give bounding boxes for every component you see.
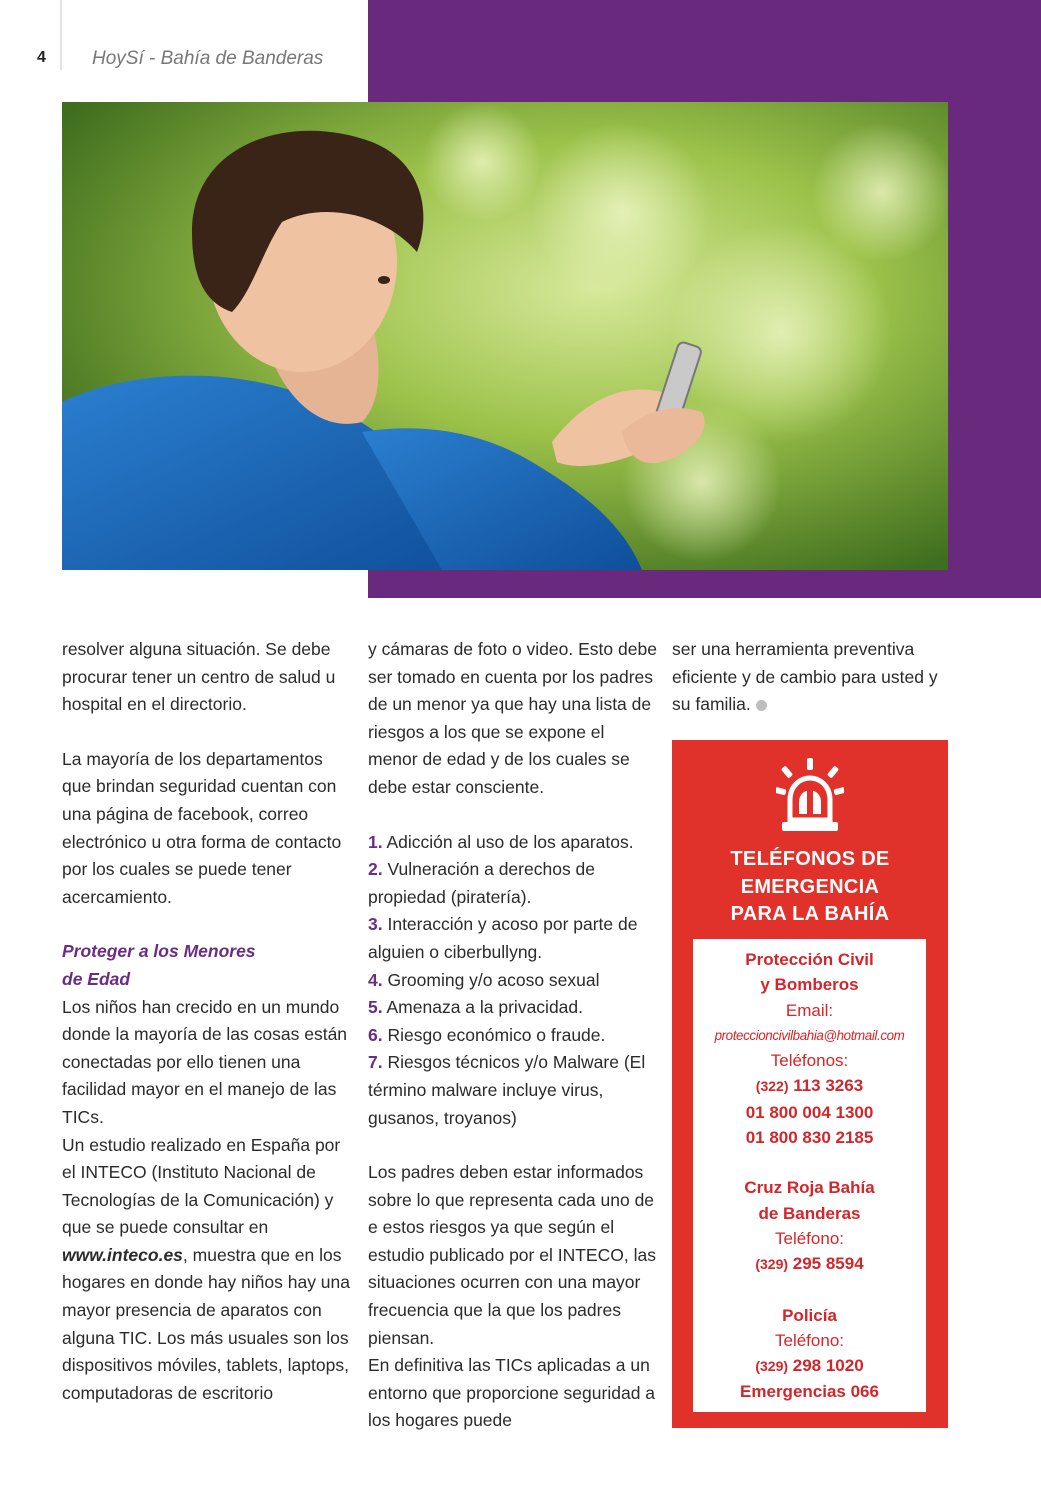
risk-number: 2. bbox=[368, 859, 383, 880]
risk-text: Interacción y acoso por parte de alguien o ciberbullyng. bbox=[368, 914, 638, 962]
boy-with-smartphone-photo bbox=[62, 102, 948, 570]
text-column-3 bbox=[672, 636, 952, 719]
col3-paragraph-1 bbox=[672, 636, 952, 719]
p3-text-a: Los niños han crecido en un mundo donde la mayoría de las cosas están conectadas por ello tienen una facilidad mayor en el manejo de las bbox=[62, 996, 348, 1100]
phone-label: Teléfono: bbox=[775, 1330, 844, 1350]
risk-number: 6. bbox=[368, 1024, 383, 1045]
col2-paragraph-1: y cámaras de foto o video. Esto debe ser tomado en cuenta por los padres de un menor ya que hay una lista de riesgos a los que se expone el menor de edad y de los cuales se debe estar consciente. bbox=[368, 639, 657, 797]
risk-number: 1. bbox=[368, 831, 383, 852]
tic-term: TIC bbox=[119, 1327, 148, 1348]
risk-text: Grooming y/o acoso sexual bbox=[382, 969, 600, 990]
emergencias-number: Emergencias 066 bbox=[740, 1382, 879, 1402]
proteccion-civil-phone-2: 01 800 004 1300 bbox=[745, 1102, 874, 1122]
risk-text: Vulneración a derechos de propiedad (piratería). bbox=[368, 859, 596, 907]
inteco-term: INTECO bbox=[557, 1244, 624, 1265]
tics-term: TICs bbox=[495, 1355, 533, 1376]
inteco-link[interactable]: www.inteco.es bbox=[62, 1244, 183, 1265]
risk-item-3 bbox=[368, 911, 658, 966]
proteccion-civil-phone-3: 01 800 830 2185 bbox=[745, 1128, 874, 1148]
proteccion-civil-phone-1 bbox=[693, 1073, 926, 1099]
risk-number: 7. bbox=[368, 1052, 383, 1073]
section-subtitle bbox=[62, 938, 354, 993]
risk-item-4 bbox=[368, 967, 658, 995]
emergency-contacts-panel bbox=[693, 939, 926, 1412]
col1-paragraph-4 bbox=[62, 1132, 354, 1408]
proteccion-civil-heading-2: y Bomberos bbox=[760, 975, 859, 995]
area-code: (329) bbox=[755, 1358, 789, 1375]
cruz-roja-heading-2: de Banderas bbox=[758, 1203, 861, 1223]
subtitle-line-2: de Edad bbox=[62, 968, 131, 989]
email-label: Email: bbox=[785, 1000, 834, 1020]
col1-paragraph-1: resolver alguna situación. Se debe procurar tener un centro de salud u hospital en el directorio. bbox=[62, 639, 336, 715]
tics-term: TICs bbox=[62, 1106, 99, 1127]
header-divider bbox=[60, 0, 62, 70]
end-mark-icon bbox=[756, 700, 767, 711]
risk-item-2 bbox=[368, 856, 658, 911]
area-code: (329) bbox=[755, 1256, 789, 1273]
page-number: 4 bbox=[37, 49, 46, 66]
col3-text: ser una herramienta preventiva eficiente y de cambio para usted y su familia. bbox=[672, 639, 938, 715]
phone-number: 295 8594 bbox=[788, 1254, 864, 1274]
title-line-1: TELÉFONOS DE bbox=[730, 848, 890, 870]
text-column-2 bbox=[368, 636, 658, 1435]
phone-number: 113 3263 bbox=[788, 1076, 864, 1096]
cruz-roja-heading-1: Cruz Roja Bahía bbox=[744, 1178, 875, 1198]
p2-text-a: Los padres deben estar informados sobre lo que representa cada uno de e estos riesgos ya que según el estudio publicado por el bbox=[368, 1162, 655, 1265]
policia-heading: Policía bbox=[782, 1305, 837, 1325]
risk-item-7 bbox=[368, 1049, 658, 1132]
risk-number: 5. bbox=[368, 997, 383, 1018]
text-column-1 bbox=[62, 636, 354, 1407]
risk-number: 3. bbox=[368, 914, 383, 935]
col2-paragraph-3 bbox=[368, 1352, 658, 1435]
p4-text-a: Un estudio realizado en España por el bbox=[62, 1134, 341, 1183]
proteccion-civil-email[interactable]: proteccioncivilbahia@hotmail.com bbox=[714, 1027, 905, 1043]
risk-item-1 bbox=[368, 829, 658, 857]
proteccion-civil-heading-1: Protección Civil bbox=[745, 950, 874, 969]
phone-label: Teléfono: bbox=[775, 1228, 844, 1248]
p4-text-d: . Los más usuales son los dispositivos móviles, tablets, laptops, computadoras de escritorio bbox=[62, 1327, 349, 1403]
policia-phone bbox=[693, 1353, 926, 1379]
risk-number: 4. bbox=[368, 969, 383, 990]
p3-text-b: . bbox=[98, 1106, 104, 1127]
inteco-term: INTECO bbox=[80, 1162, 147, 1183]
p2-text-b: , las situaciones ocurren con una mayor frecuencia que la que los padres piensan. bbox=[368, 1244, 656, 1348]
p4-text-b: (Instituto Nacional de Tecnologías de la Comunicación) y que se puede consultar en bbox=[62, 1162, 334, 1238]
p4-text-c: , muestra que en los hogares en donde hay niños hay una mayor presencia de aparatos con alguna bbox=[62, 1244, 351, 1348]
risk-text: Riesgo económico o fraude. bbox=[382, 1024, 606, 1045]
col1-paragraph-3 bbox=[62, 994, 354, 1132]
emergency-title bbox=[672, 846, 948, 929]
risk-text: Adicción al uso de los aparatos. bbox=[382, 831, 634, 852]
col2-paragraph-2 bbox=[368, 1159, 658, 1352]
risk-item-6 bbox=[368, 1022, 658, 1050]
cruz-roja-phone bbox=[693, 1251, 926, 1277]
title-line-2: EMERGENCIA bbox=[740, 875, 880, 898]
p3-text-a: En definitiva las bbox=[368, 1355, 496, 1376]
siren-icon bbox=[776, 758, 844, 832]
phone-number: 298 1020 bbox=[788, 1356, 864, 1376]
col1-paragraph-2: La mayoría de los departamentos que brindan seguridad cuentan con una página de facebook, correo electrónico u otra forma de contacto por los cuales se puede tener acercamiento. bbox=[62, 748, 342, 907]
title-line-3: PARA LA BAHÍA bbox=[730, 903, 890, 925]
subtitle-line-1: Proteger a los Menores bbox=[62, 941, 256, 962]
risk-text: Riesgos técnicos y/o Malware (El término malware incluye virus, gusanos, troyanos) bbox=[368, 1052, 646, 1128]
publication-title: HoySí - Bahía de Banderas bbox=[92, 48, 324, 69]
risk-text: Amenaza a la privacidad. bbox=[382, 997, 584, 1018]
emergency-phones-box bbox=[672, 740, 948, 1428]
p3-text-b: aplicadas a un entorno que proporcione seguridad a los hogares puede bbox=[368, 1355, 656, 1431]
area-code: (322) bbox=[755, 1078, 789, 1095]
risk-item-5 bbox=[368, 994, 658, 1022]
phones-label: Teléfonos: bbox=[770, 1051, 849, 1071]
